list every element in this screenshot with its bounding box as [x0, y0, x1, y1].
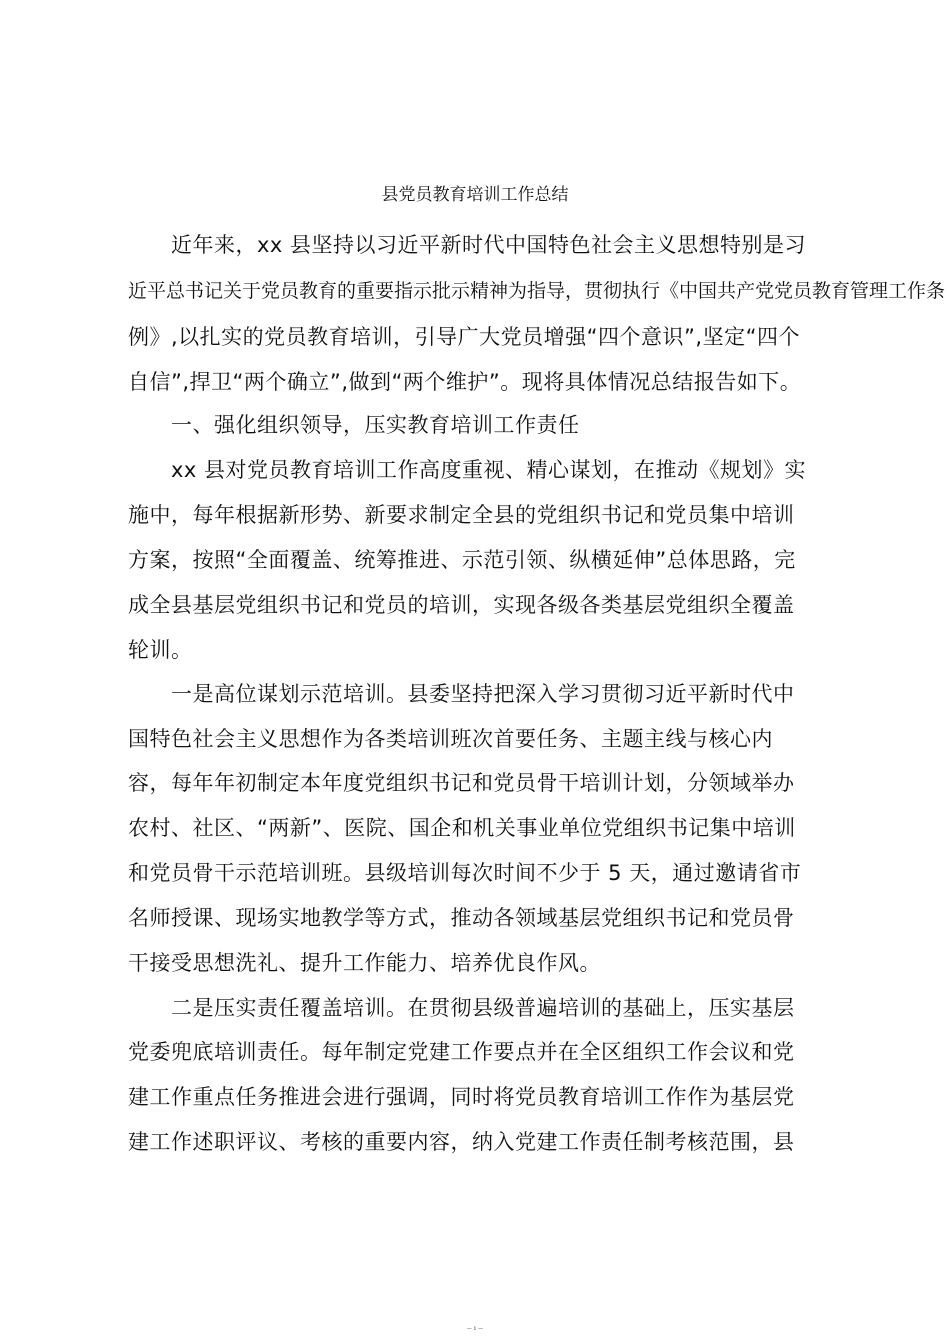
section-heading: 一、强化组织领导，压实教育培训工作责任	[171, 413, 580, 437]
page-number: — 1 —	[466, 1326, 484, 1332]
paragraph-line: 农村、社区、“两新”、医院、国企和机关事业单位党组织书记集中培训	[128, 816, 796, 840]
paragraph-line: 自信”,捍卫“两个确立”,做到“两个维护”。现将具体情况总结报告如下。	[128, 370, 802, 394]
paragraph-line: 国特色社会主义思想作为各类培训班次首要任务、主题主线与核心内	[128, 727, 773, 751]
paragraph-line: 容，每年年初制定本年度党组织书记和党员骨干培训计划，分领域举办	[128, 771, 795, 795]
paragraph-line: 名师授课、现场实地教学等方式，推动各领域基层党组织书记和党员骨	[128, 906, 795, 930]
paragraph-line: 党委兜底培训责任。每年制定党建工作要点并在全区组织工作会议和党	[128, 1040, 795, 1064]
paragraph-line: 一是高位谋划示范培训。县委坚持把深入学习贯彻习近平新时代中	[171, 682, 795, 706]
paragraph-line: 干接受思想洗礼、提升工作能力、培养优良作风。	[128, 951, 601, 975]
document-title: 县党员教育培训工作总结	[381, 185, 569, 205]
paragraph-line: 建工作重点任务推进会进行强调，同时将党员教育培训工作作为基层党	[128, 1085, 795, 1109]
paragraph-line: 施中，每年根据新形势、新要求制定全县的党组织书记和党员集中培训	[128, 503, 795, 527]
paragraph-line: 建工作述职评议、考核的重要内容，纳入党建工作责任制考核范围，县	[128, 1130, 795, 1154]
paragraph-line: 二是压实责任覆盖培训。在贯彻县级普遍培训的基础上，压实基层	[171, 996, 795, 1020]
paragraph-line: 轮训。	[128, 638, 193, 662]
paragraph-line: xx 县对党员教育培训工作高度重视、精心谋划，在推动《规划》实	[171, 458, 807, 482]
paragraph-line: 例》,以扎实的党员教育培训，引导广大党员增强“四个意识”,坚定“四个	[128, 325, 800, 349]
paragraph-line: 近平总书记关于党员教育的重要指示批示精神为指导，贯彻执行《中国共产党党员教育管理工作条	[128, 280, 946, 302]
paragraph-line: 方案，按照“全面覆盖、统筹推进、示范引领、纵横延伸”总体思路，完	[128, 548, 796, 572]
paragraph-line: 成全县基层党组织书记和党员的培训，实现各级各类基层党组织全覆盖	[128, 593, 795, 617]
paragraph-line: 和党员骨干示范培训班。县级培训每次时间不少于 5 天，通过邀请省市	[128, 861, 802, 885]
paragraph-line: 近年来，xx 县坚持以习近平新时代中国特色社会主义思想特别是习	[171, 233, 807, 257]
